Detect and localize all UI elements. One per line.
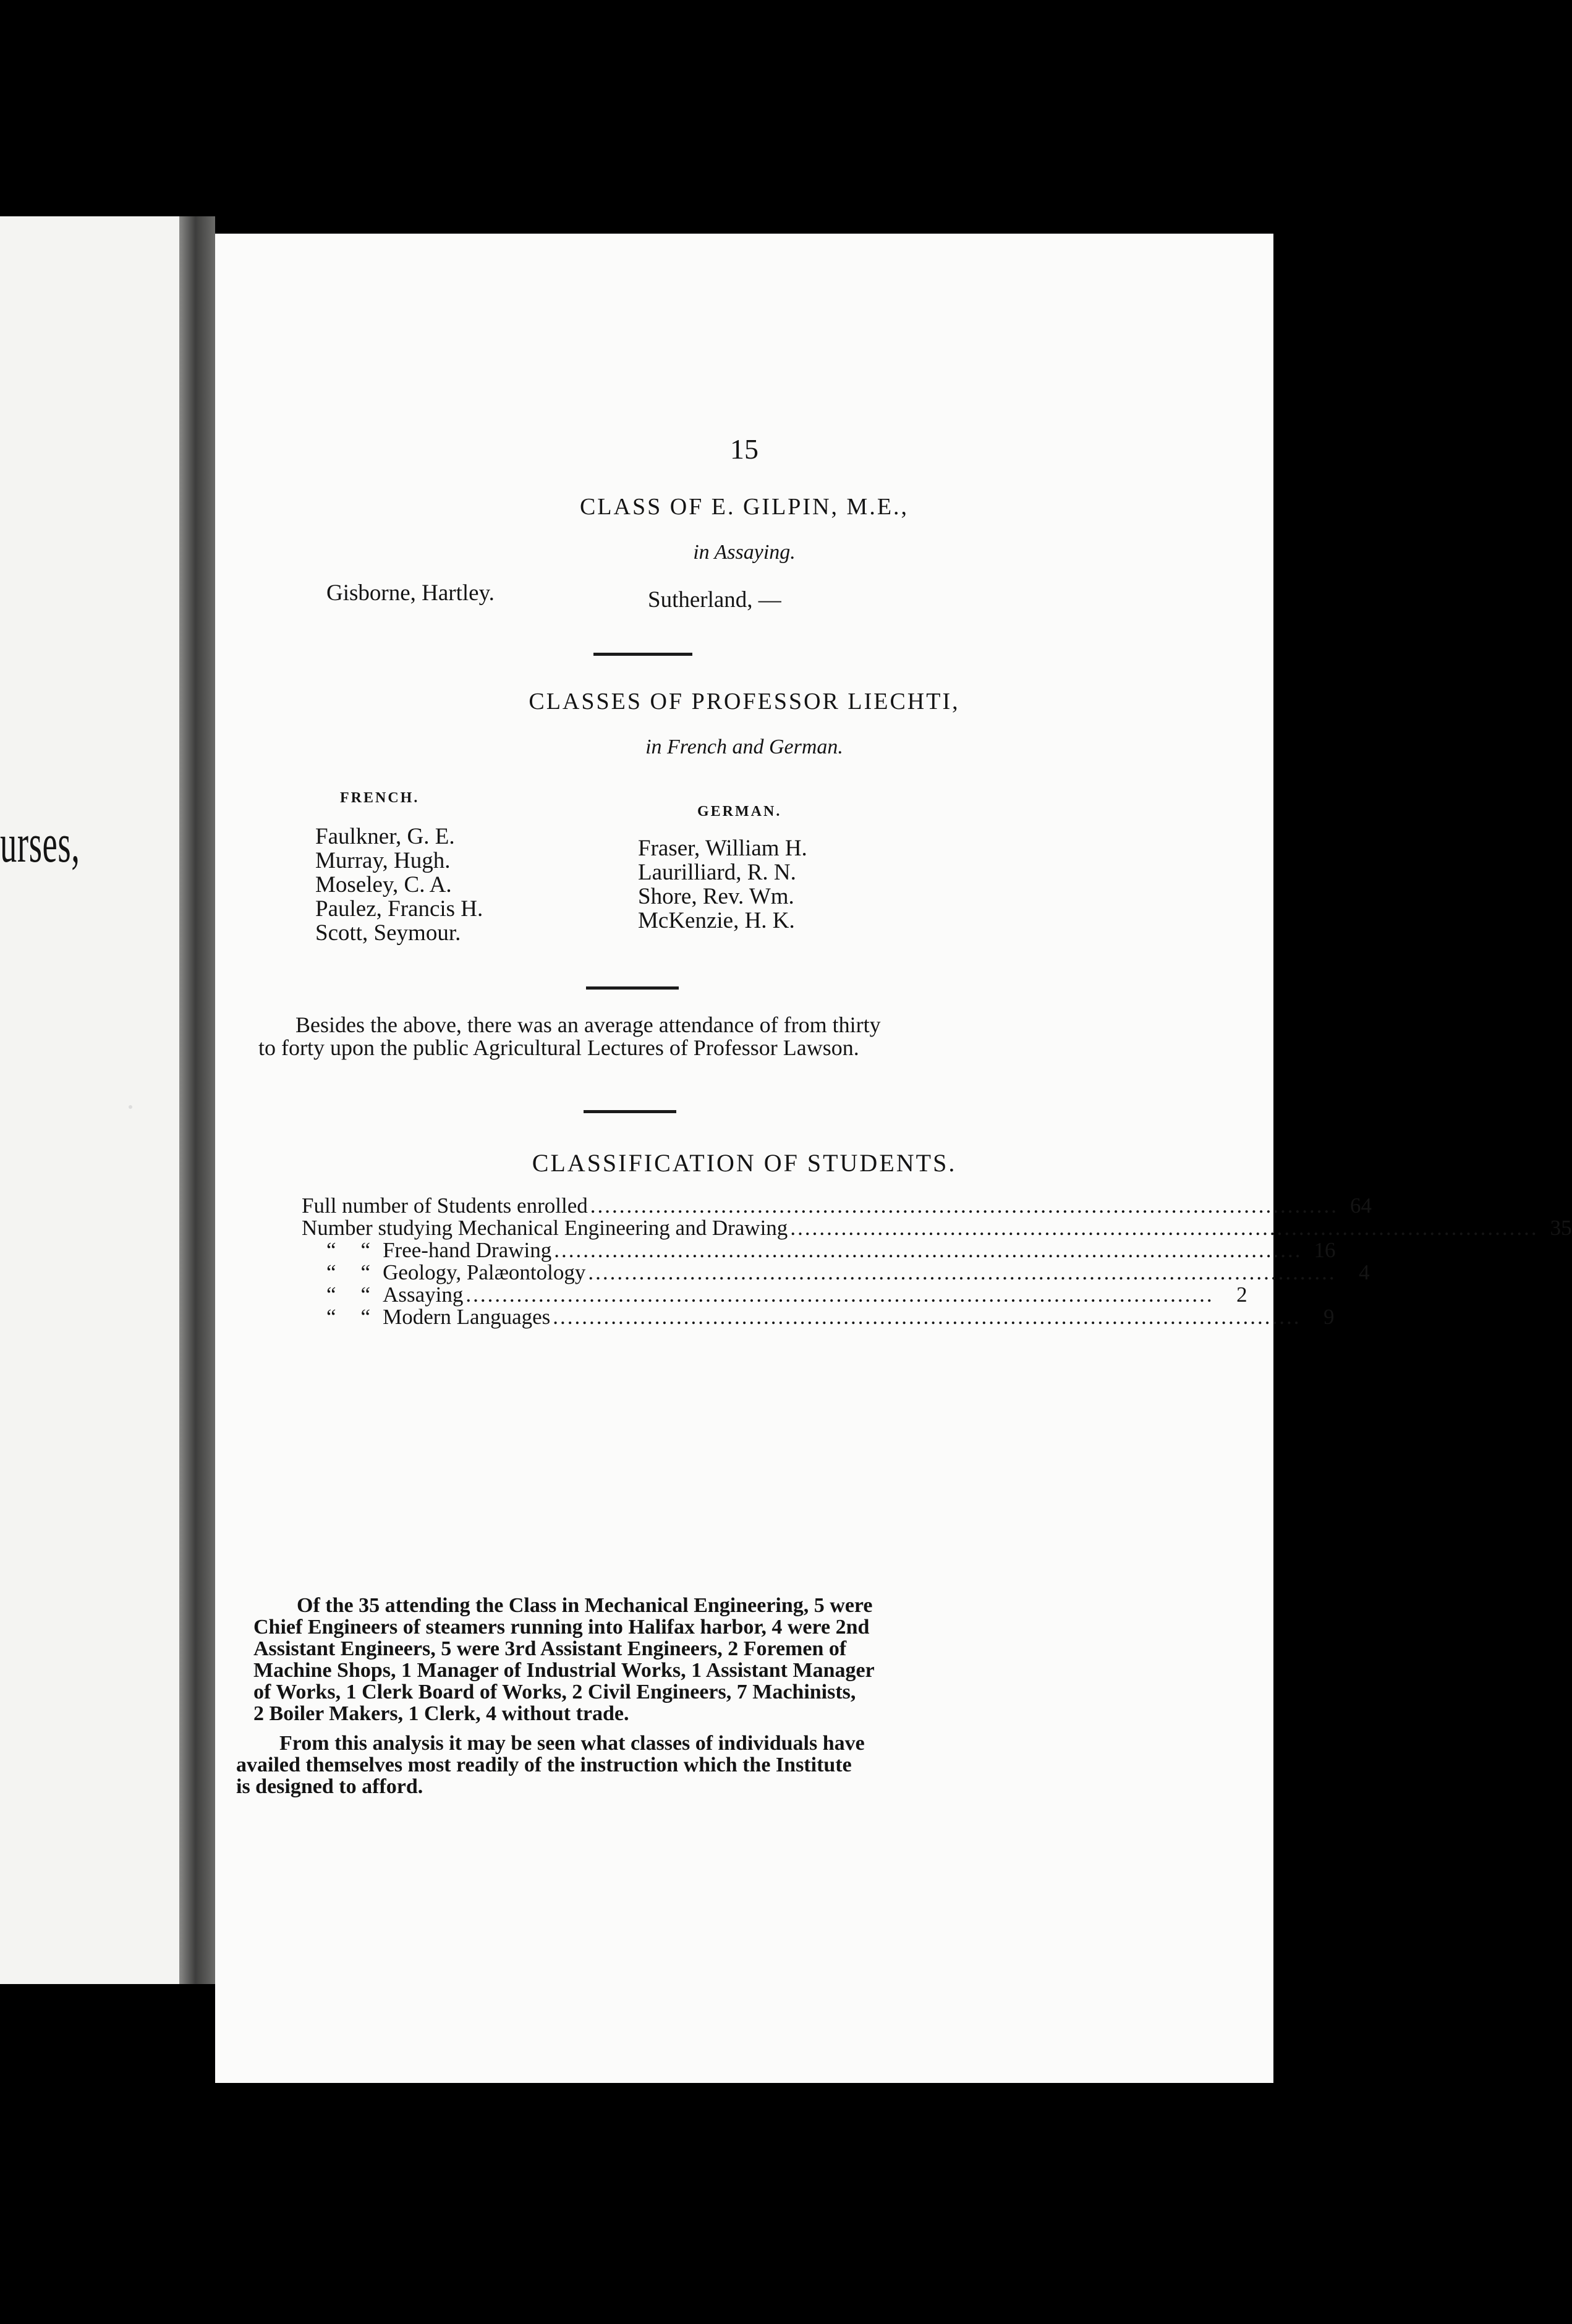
ditto-mark: “ <box>360 1283 371 1307</box>
book-gutter <box>179 216 215 1984</box>
besides-paragraph <box>258 1014 881 1059</box>
gilpin-class-subject: in Assaying. <box>693 541 796 564</box>
french-student: Paulez, Francis H. <box>315 896 483 922</box>
ditto-mark: “ <box>326 1260 336 1284</box>
ditto-mark: “ <box>326 1238 336 1262</box>
ditto-mark: “ <box>326 1283 336 1307</box>
liechti-classes-subject: in French and German. <box>645 736 843 758</box>
paragraph-line: of Works, 1 Clerk Board of Works, 2 Civil Engineers, 7 Machinists, <box>253 1681 856 1703</box>
row-label: Modern Languages <box>383 1305 551 1329</box>
leader-dots: ....................................................................................................... <box>790 1216 1539 1240</box>
french-column-label: FRENCH. <box>340 790 420 806</box>
french-student: Faulkner, G. E. <box>315 824 455 849</box>
section-divider <box>584 1110 676 1113</box>
row-value: 35 <box>1550 1216 1572 1240</box>
paragraph-line: is designed to afford. <box>236 1775 423 1798</box>
facing-page-text-fragment: urses, <box>0 814 80 874</box>
section-divider <box>586 986 679 990</box>
classification-row <box>302 1305 1335 1329</box>
german-student: McKenzie, H. K. <box>638 908 795 933</box>
german-student: Fraser, William H. <box>638 836 807 861</box>
row-label: Geology, Palæontology <box>383 1260 586 1284</box>
classification-row <box>302 1216 1572 1240</box>
classification-row <box>302 1194 1372 1218</box>
facing-page <box>0 216 179 1984</box>
ditto-mark: “ <box>360 1238 371 1262</box>
liechti-classes-heading: CLASSES OF PROFESSOR LIECHTI, <box>529 689 960 715</box>
gilpin-students-right <box>648 588 781 612</box>
leader-dots: ....................................................................................................... <box>465 1283 1214 1307</box>
german-student: Shore, Rev. Wm. <box>638 884 794 909</box>
ditto-mark: “ <box>360 1305 371 1329</box>
classification-table <box>302 1194 1572 1329</box>
row-value: 64 <box>1349 1194 1372 1218</box>
row-value: 2 <box>1236 1283 1247 1307</box>
german-students-list <box>638 836 807 933</box>
german-student: Laurilliard, R. N. <box>638 860 796 885</box>
leader-dots: ....................................................................................................... <box>590 1194 1338 1218</box>
gilpin-students-left <box>326 581 495 605</box>
row-label: Assaying <box>383 1283 464 1307</box>
french-student: Scott, Seymour. <box>315 920 461 946</box>
gilpin-class-heading: CLASS OF E. GILPIN, M.E., <box>579 494 909 520</box>
section-divider <box>593 653 692 656</box>
row-label: Full number of Students enrolled <box>302 1194 588 1218</box>
french-students-list <box>315 825 483 945</box>
classification-row <box>302 1260 1370 1284</box>
gilpin-student-name: Gisborne, Hartley. <box>326 580 495 606</box>
french-student: Murray, Hugh. <box>315 848 451 873</box>
ditto-mark: “ <box>360 1260 371 1284</box>
row-value: 4 <box>1359 1260 1370 1284</box>
document-page <box>215 234 1572 2083</box>
row-label: Free-hand Drawing <box>383 1238 552 1262</box>
paragraph-line: 2 Boiler Makers, 1 Clerk, 4 without trade. <box>253 1702 629 1725</box>
paragraph-line: Machine Shops, 1 Manager of Industrial Works, 1 Assistant Manager <box>253 1659 875 1682</box>
leader-dots: ....................................................................................................... <box>554 1238 1302 1262</box>
leader-dots: ....................................................................................................... <box>553 1305 1301 1329</box>
conclusion-paragraph <box>236 1732 865 1797</box>
ditto-mark: “ <box>326 1305 336 1329</box>
paragraph-line: availed themselves most readily of the instruction which the Institute <box>236 1754 852 1776</box>
scan-speck <box>129 1105 132 1109</box>
gilpin-student-name: Sutherland, — <box>648 587 781 613</box>
german-column-label: GERMAN. <box>697 804 782 820</box>
paragraph-line: Chief Engineers of steamers running into Halifax harbor, 4 were 2nd <box>253 1616 870 1639</box>
paragraph-line: From this analysis it may be seen what classes of individuals have <box>279 1732 865 1755</box>
paragraph-line: Besides the above, there was an average attendance of from thirty <box>295 1012 881 1037</box>
french-student: Moseley, C. A. <box>315 872 452 897</box>
analysis-paragraph <box>253 1595 875 1724</box>
row-label: Number studying Mechanical Engineering and Drawing <box>302 1216 788 1240</box>
paragraph-line: Of the 35 attending the Class in Mechanical Engineering, 5 were <box>297 1594 873 1617</box>
row-value: 9 <box>1323 1305 1335 1329</box>
classification-row <box>302 1238 1336 1262</box>
row-value: 16 <box>1314 1238 1336 1262</box>
leader-dots: ....................................................................................................... <box>588 1260 1336 1284</box>
paragraph-line: to forty upon the public Agricultural Lectures of Professor Lawson. <box>258 1035 859 1060</box>
classification-row <box>302 1283 1247 1307</box>
paragraph-line: Assistant Engineers, 5 were 3rd Assistant Engineers, 2 Foremen of <box>253 1637 847 1660</box>
page-number: 15 <box>730 433 758 465</box>
classification-heading: CLASSIFICATION OF STUDENTS. <box>532 1149 957 1177</box>
